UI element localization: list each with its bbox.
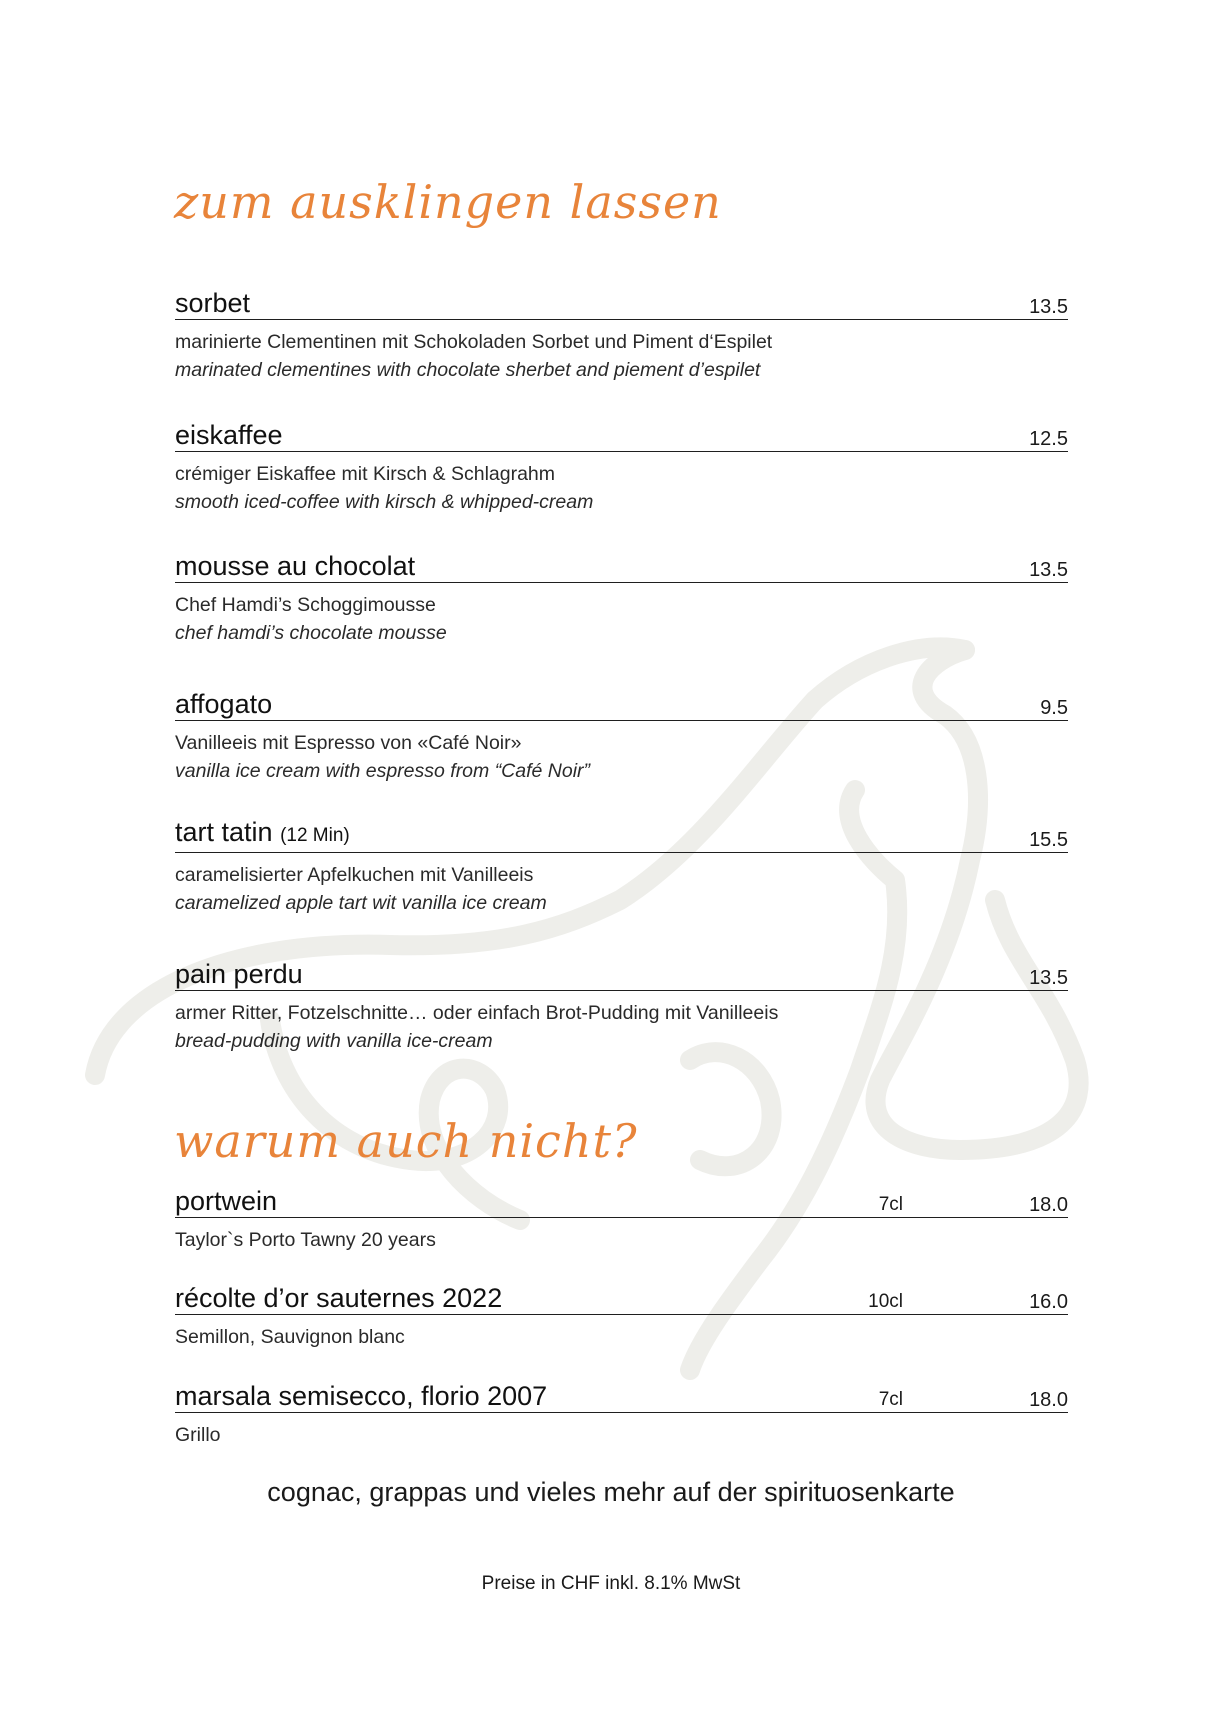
item-description-de: armer Ritter, Fotzelschnitte… oder einfach Brot-Pudding mit Vanilleeis bbox=[175, 1002, 779, 1024]
menu-item-eiskaffee bbox=[175, 417, 1068, 514]
item-price: 12.5 bbox=[1029, 428, 1068, 450]
menu-item-sauternes bbox=[175, 1280, 1068, 1349]
item-price: 9.5 bbox=[1040, 697, 1068, 719]
item-name: portwein bbox=[175, 1186, 278, 1216]
item-description-en: chef hamdi’s chocolate mousse bbox=[175, 622, 447, 644]
menu-item-portwein bbox=[175, 1183, 1068, 1252]
price-note: Preise in CHF inkl. 8.1% MwSt bbox=[481, 1573, 741, 1594]
menu-item-mousse-au-chocolat bbox=[175, 548, 1068, 645]
menu-item-pain-perdu bbox=[175, 956, 1068, 1053]
section-title-desserts: zum ausklingen lassen bbox=[174, 175, 722, 229]
item-name: tart tatin (12 Min) bbox=[175, 817, 350, 847]
item-description-de: caramelisierter Apfelkuchen mit Vanilleeis bbox=[175, 864, 534, 886]
item-volume: 7cl bbox=[878, 1194, 903, 1215]
item-name: eiskaffee bbox=[175, 420, 283, 450]
menu-item-tart-tatin bbox=[175, 818, 1068, 915]
item-price: 16.0 bbox=[1029, 1291, 1068, 1313]
item-name: récolte d’or sauternes 2022 bbox=[175, 1283, 503, 1313]
item-description-en: caramelized apple tart wit vanilla ice cream bbox=[175, 892, 547, 914]
item-price: 13.5 bbox=[1029, 967, 1068, 989]
menu-item-sorbet bbox=[175, 285, 1068, 382]
item-description-de: marinierte Clementinen mit Schokoladen Sorbet und Piment d‘Espilet bbox=[175, 331, 773, 353]
spirits-note: cognac, grappas und vieles mehr auf der spirituosenkarte bbox=[267, 1477, 955, 1507]
item-description-en: marinated clementines with chocolate sherbet and piement d’espilet bbox=[175, 359, 761, 381]
item-name: pain perdu bbox=[175, 959, 303, 989]
menu-item-marsala bbox=[175, 1378, 1068, 1447]
section-title-dessert-wines: warum auch nicht? bbox=[174, 1114, 638, 1168]
item-description-de: Semillon, Sauvignon blanc bbox=[175, 1326, 405, 1348]
item-name: marsala semisecco, florio 2007 bbox=[175, 1381, 548, 1411]
menu-item-affogato bbox=[175, 686, 1068, 783]
item-description-en: vanilla ice cream with espresso from “Café Noir” bbox=[175, 760, 591, 782]
item-price: 13.5 bbox=[1029, 296, 1068, 318]
item-volume: 10cl bbox=[868, 1291, 903, 1312]
item-description-de: Chef Hamdi’s Schoggimousse bbox=[175, 594, 436, 616]
item-description-en: bread-pudding with vanilla ice-cream bbox=[175, 1030, 493, 1052]
item-name: affogato bbox=[175, 689, 273, 719]
item-name: sorbet bbox=[175, 288, 251, 318]
item-description-de: Grillo bbox=[175, 1424, 221, 1446]
item-prep-time: (12 Min) bbox=[280, 825, 350, 846]
item-description-en: smooth iced-coffee with kirsch & whipped-cream bbox=[175, 491, 594, 513]
item-description-de: crémiger Eiskaffee mit Kirsch & Schlagrahm bbox=[175, 463, 556, 485]
item-description-de: Taylor`s Porto Tawny 20 years bbox=[175, 1229, 436, 1251]
item-price: 18.0 bbox=[1029, 1194, 1068, 1216]
item-price: 18.0 bbox=[1029, 1389, 1068, 1411]
item-description-de: Vanilleeis mit Espresso von «Café Noir» bbox=[175, 732, 522, 754]
item-price: 15.5 bbox=[1029, 829, 1068, 851]
item-price: 13.5 bbox=[1029, 559, 1068, 581]
item-name: mousse au chocolat bbox=[175, 551, 416, 581]
item-volume: 7cl bbox=[878, 1389, 903, 1410]
